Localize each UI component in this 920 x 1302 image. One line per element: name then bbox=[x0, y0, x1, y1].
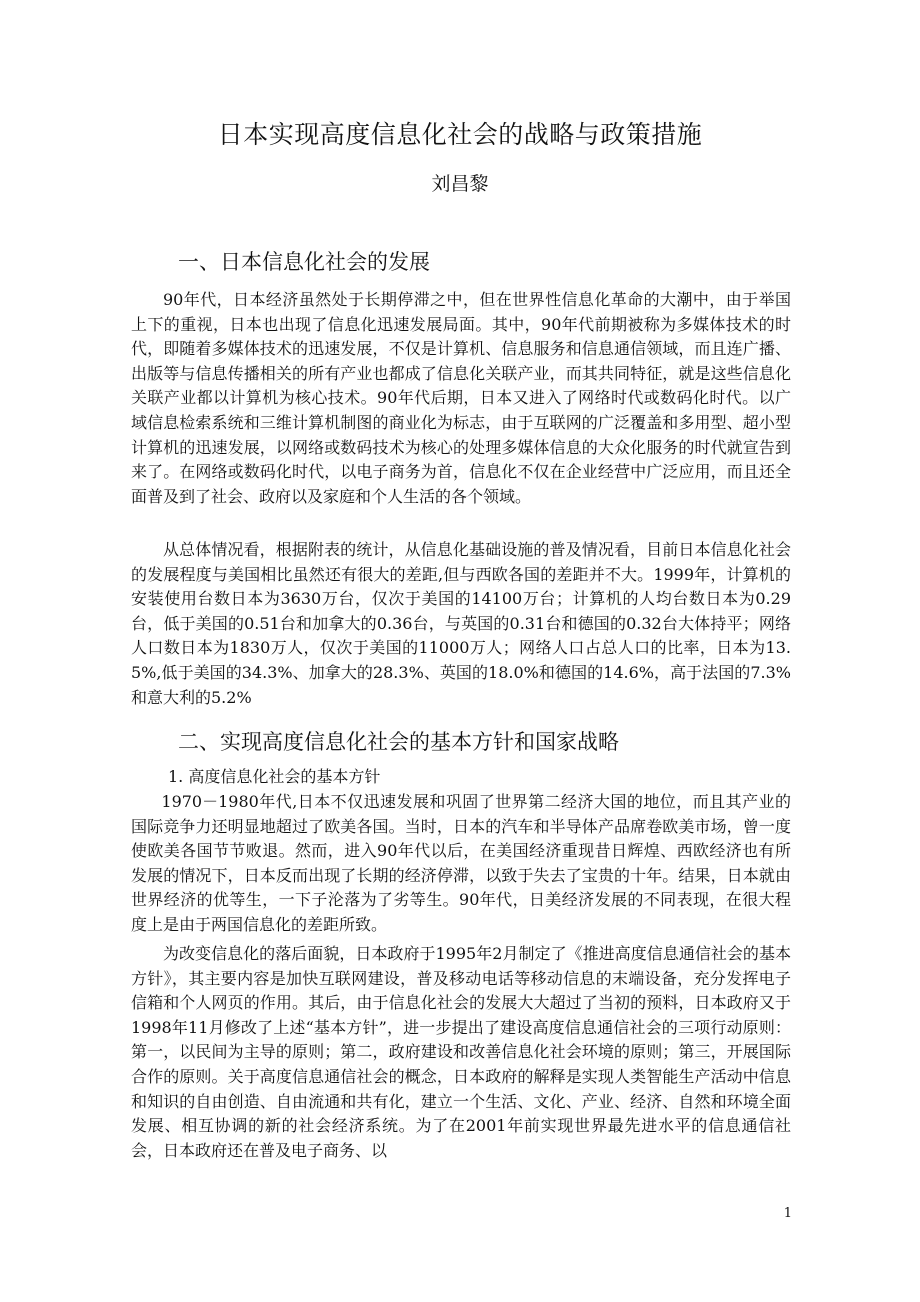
section-2-heading: 二、实现高度信息化社会的基本方针和国家战略 bbox=[178, 730, 619, 754]
section-1-heading: 一、日本信息化社会的发展 bbox=[178, 250, 430, 274]
author-name: 刘昌黎 bbox=[431, 173, 489, 195]
section-2-paragraph-1: 1970－1980年代,日本不仅迅速发展和巩固了世界第二经济大国的地位，而且其产业的国际竞争力还明显地超过了欧美各国。当时，日本的汽车和半导体产品席卷欧美市场，曾一度使欧美各国节节败退。然而，进入90年代以后，在美国经济重现昔日辉煌、西欧经济也有所发展的情况下，日本反而出现了长期的经济停滞，以致于失去了宝贵的十年。结果，日本就由世界经济的优等生，一下子沦落为了劣等生。90年代，日美经济发展的不同表现，在很大程度上是由于两国信息化的差距所致。 bbox=[131, 792, 791, 934]
section-2-paragraph-2: 为改变信息化的落后面貌，日本政府于1995年2月制定了《推进高度信息通信社会的基本方针》，其主要内容是加快互联网建设，普及移动电话等移动信息的末端设备，充分发挥电子信箱和个人网页的作用。其后，由于信息化社会的发展大大超过了当初的预料，日本政府又于1998年11月修改了上述“基本方针”，进一步提出了建设高度信息通信社会的三项行动原则：第一，以民间为主导的原则；第二，政府建设和改善信息化社会环境的原则；第三，开展国际合作的原则。关于高度信息通信社会的概念，日本政府的解释是实现人类智能生产活动中信息和知识的自由创造、自由流通和共有化，建立一个生活、文化、产业、经济、自然和环境全面发展、相互协调的新的社会经济系统。为了在2001年前实现世界最先进水平的信息通信社会，日本政府还在普及电子商务、以 bbox=[131, 944, 791, 1160]
section-1-paragraph-1: 90年代，日本经济虽然处于长期停滞之中，但在世界性信息化革命的大潮中，由于举国上下的重视，日本也出现了信息化迅速发展局面。其中，90年代前期被称为多媒体技术的时代，即随着多媒体技术的迅速发展，不仅是计算机、信息服务和信息通信领域，而且连广播、出版等与信息传播相关的所有产业也都成了信息化关联产业，而其共同特征，就是这些信息化关联产业都以计算机为核心技术。90年代后期，日本又进入了网络时代或数码化时代。以广域信息检索系统和三维计算机制图的商业化为标志，由于互联网的广泛覆盖和多用型、超小型计算机的迅速发展，以网络或数码技术为核心的处理多媒体信息的大众化服务的时代就宣告到来了。在网络或数码化时代，以电子商务为首，信息化不仅在企业经营中广泛应用，而且还全面普及到了社会、政府以及家庭和个人生活的各个领域。 bbox=[131, 290, 791, 506]
section-2-subheading: 1. 高度信息化社会的基本方针 bbox=[168, 767, 381, 786]
page-number: 1 bbox=[783, 1206, 792, 1221]
section-1-paragraph-2: 从总体情况看，根据附表的统计，从信息化基础设施的普及情况看，目前日本信息化社会的发展程度与美国相比虽然还有很大的差距,但与西欧各国的差距并不大。1999年，计算机的安装使用台数日本为3630万台，仅次于美国的14100万台；计算机的人均台数日本为0.29台，低于美国的0.51台和加拿大的0.36台，与英国的0.31台和德国的0.32台大体持平；网络人口数日本为1830万人，仅次于美国的11000万人；网络人口占总人口的比率，日本为13.5%,低于美国的34.3%、加拿大的28.3%、英国的18.0%和德国的14.6%，高于法国的7.3%和意大利的5.2% bbox=[131, 540, 791, 707]
document-title: 日本实现高度信息化社会的战略与政策措施 bbox=[217, 120, 703, 149]
